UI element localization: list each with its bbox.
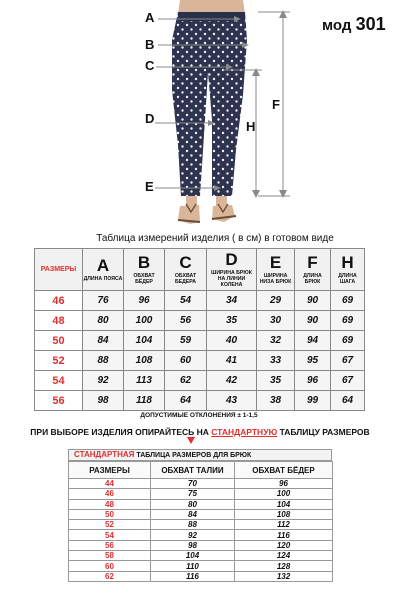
value-cell: 113 <box>124 371 165 391</box>
size-cell: 62 <box>69 571 151 581</box>
value-cell: 35 <box>207 311 257 331</box>
value-cell: 104 <box>124 331 165 351</box>
size-cell: 52 <box>69 520 151 530</box>
measure-label-c: C <box>145 58 155 73</box>
column-header <box>83 249 124 291</box>
column-label: ШИРИНА БРЮК НА ЛИНИИ КОЛЕНА <box>211 270 252 288</box>
standard-header-row <box>69 462 333 479</box>
value-cell: 54 <box>165 291 207 311</box>
column-label: ОБХВАТ БЁДЕР <box>133 273 155 285</box>
notice-highlight: СТАНДАРТНУЮ <box>211 427 278 437</box>
waist-cell: 104 <box>151 551 235 561</box>
size-cell: 54 <box>69 530 151 540</box>
table-row <box>69 489 333 499</box>
product-photo <box>0 0 400 228</box>
column-header: ОБХВАТ ТАЛИИ <box>151 462 235 479</box>
value-cell: 33 <box>257 351 295 371</box>
value-cell: 30 <box>257 311 295 331</box>
column-letter: D <box>225 250 238 269</box>
value-cell: 69 <box>331 291 365 311</box>
measurement-table <box>34 248 365 411</box>
arrow-down-icon <box>187 437 195 444</box>
notice-text-before: ПРИ ВЫБОРЕ ИЗДЕЛИЯ ОПИРАЙТЕСЬ НА <box>30 427 212 437</box>
column-letter: C <box>179 253 192 272</box>
value-cell: 64 <box>165 391 207 411</box>
value-cell: 34 <box>207 291 257 311</box>
hip-cell: 100 <box>235 489 333 499</box>
measurement-header-row <box>35 249 365 291</box>
column-header: РАЗМЕРЫ <box>69 462 151 479</box>
measure-label-d: D <box>145 111 155 126</box>
table-row <box>69 520 333 530</box>
table-row <box>69 561 333 571</box>
waist-cell: 110 <box>151 561 235 571</box>
value-cell: 60 <box>165 351 207 371</box>
value-cell: 43 <box>207 391 257 411</box>
notice-text-after: ТАБЛИЦУ РАЗМЕРОВ <box>277 427 370 437</box>
hip-cell: 108 <box>235 509 333 519</box>
column-header <box>124 249 165 291</box>
size-cell: 48 <box>35 311 83 331</box>
hip-cell: 116 <box>235 530 333 540</box>
measure-label-h: H <box>246 119 256 134</box>
column-label: ШИРИНА НИЗА БРЮК <box>259 273 292 285</box>
model-prefix: мод <box>322 17 352 34</box>
value-cell: 67 <box>331 371 365 391</box>
size-cell: 58 <box>69 551 151 561</box>
measure-label-a: A <box>145 10 155 25</box>
table-row <box>35 311 365 331</box>
waist-cell: 116 <box>151 571 235 581</box>
table-row <box>69 479 333 489</box>
size-cell: 46 <box>69 489 151 499</box>
value-cell: 76 <box>83 291 124 311</box>
size-column-header: РАЗМЕРЫ <box>35 249 83 291</box>
column-letter: H <box>341 253 354 272</box>
hip-cell: 132 <box>235 571 333 581</box>
column-label: ДЛИНА БРЮК <box>303 273 322 285</box>
hip-cell: 124 <box>235 551 333 561</box>
waist-cell: 88 <box>151 520 235 530</box>
measurement-table-caption: Таблица измерений изделия ( в см) в готовом виде <box>96 233 334 244</box>
standard-size-table <box>68 461 333 582</box>
column-label: ДЛИНА ШАГА <box>338 273 357 285</box>
hip-cell: 104 <box>235 499 333 509</box>
table-row <box>69 551 333 561</box>
column-label: ДЛИНА ПОЯСА <box>83 276 123 282</box>
value-cell: 118 <box>124 391 165 411</box>
value-cell: 59 <box>165 331 207 351</box>
table-row <box>35 351 365 371</box>
column-header <box>295 249 331 291</box>
hip-cell: 120 <box>235 540 333 550</box>
size-cell: 60 <box>69 561 151 571</box>
value-cell: 96 <box>295 371 331 391</box>
waist-cell: 80 <box>151 499 235 509</box>
standard-table-title <box>68 449 332 461</box>
measure-label-e: E <box>145 179 154 194</box>
value-cell: 90 <box>295 311 331 331</box>
value-cell: 67 <box>331 351 365 371</box>
hip-cell: 96 <box>235 479 333 489</box>
hip-cell: 128 <box>235 561 333 571</box>
column-label: ОБХВАТ БЕДЕРА <box>174 273 197 285</box>
model-number <box>322 14 386 35</box>
size-cell: 56 <box>35 391 83 411</box>
value-cell: 84 <box>83 331 124 351</box>
size-cell: 56 <box>69 540 151 550</box>
column-letter: F <box>307 253 318 272</box>
waist-cell: 70 <box>151 479 235 489</box>
column-header <box>207 249 257 291</box>
value-cell: 92 <box>83 371 124 391</box>
size-cell: 54 <box>35 371 83 391</box>
measure-label-b: B <box>145 37 155 52</box>
column-letter: B <box>137 253 151 272</box>
column-header <box>165 249 207 291</box>
standard-title-red: СТАНДАРТНАЯ <box>74 450 135 459</box>
waist-cell: 92 <box>151 530 235 540</box>
table-row <box>35 391 365 411</box>
size-cell: 50 <box>35 331 83 351</box>
value-cell: 94 <box>295 331 331 351</box>
selection-notice <box>30 427 370 437</box>
value-cell: 62 <box>165 371 207 391</box>
value-cell: 56 <box>165 311 207 331</box>
column-header <box>257 249 295 291</box>
size-cell: 46 <box>35 291 83 311</box>
size-cell: 48 <box>69 499 151 509</box>
table-row <box>35 331 365 351</box>
value-cell: 96 <box>124 291 165 311</box>
value-cell: 99 <box>295 391 331 411</box>
value-cell: 42 <box>207 371 257 391</box>
value-cell: 41 <box>207 351 257 371</box>
value-cell: 100 <box>124 311 165 331</box>
measure-label-f: F <box>272 97 280 112</box>
value-cell: 29 <box>257 291 295 311</box>
column-letter: E <box>269 253 282 272</box>
table-row <box>35 371 365 391</box>
value-cell: 35 <box>257 371 295 391</box>
table-row <box>35 291 365 311</box>
waist-cell: 98 <box>151 540 235 550</box>
value-cell: 64 <box>331 391 365 411</box>
size-cell: 52 <box>35 351 83 371</box>
table-row <box>69 509 333 519</box>
column-header <box>331 249 365 291</box>
value-cell: 38 <box>257 391 295 411</box>
size-cell: 50 <box>69 509 151 519</box>
standard-title-rest: ТАБЛИЦА РАЗМЕРОВ ДЛЯ БРЮК <box>136 452 252 459</box>
table-row <box>69 530 333 540</box>
value-cell: 69 <box>331 311 365 331</box>
value-cell: 108 <box>124 351 165 371</box>
value-cell: 40 <box>207 331 257 351</box>
waist-cell: 75 <box>151 489 235 499</box>
table-row <box>69 540 333 550</box>
model-number-value: 301 <box>355 14 386 34</box>
value-cell: 80 <box>83 311 124 331</box>
table-row <box>69 499 333 509</box>
value-cell: 88 <box>83 351 124 371</box>
size-cell: 44 <box>69 479 151 489</box>
value-cell: 98 <box>83 391 124 411</box>
value-cell: 95 <box>295 351 331 371</box>
hip-cell: 112 <box>235 520 333 530</box>
column-letter: A <box>96 256 110 275</box>
table-row <box>69 571 333 581</box>
tolerance-note: ДОПУСТИМЫЕ ОТКЛОНЕНИЯ ± 1-1,5 <box>140 412 258 419</box>
column-header: ОБХВАТ БЁДЕР <box>235 462 333 479</box>
value-cell: 69 <box>331 331 365 351</box>
value-cell: 90 <box>295 291 331 311</box>
value-cell: 32 <box>257 331 295 351</box>
waist-cell: 84 <box>151 509 235 519</box>
